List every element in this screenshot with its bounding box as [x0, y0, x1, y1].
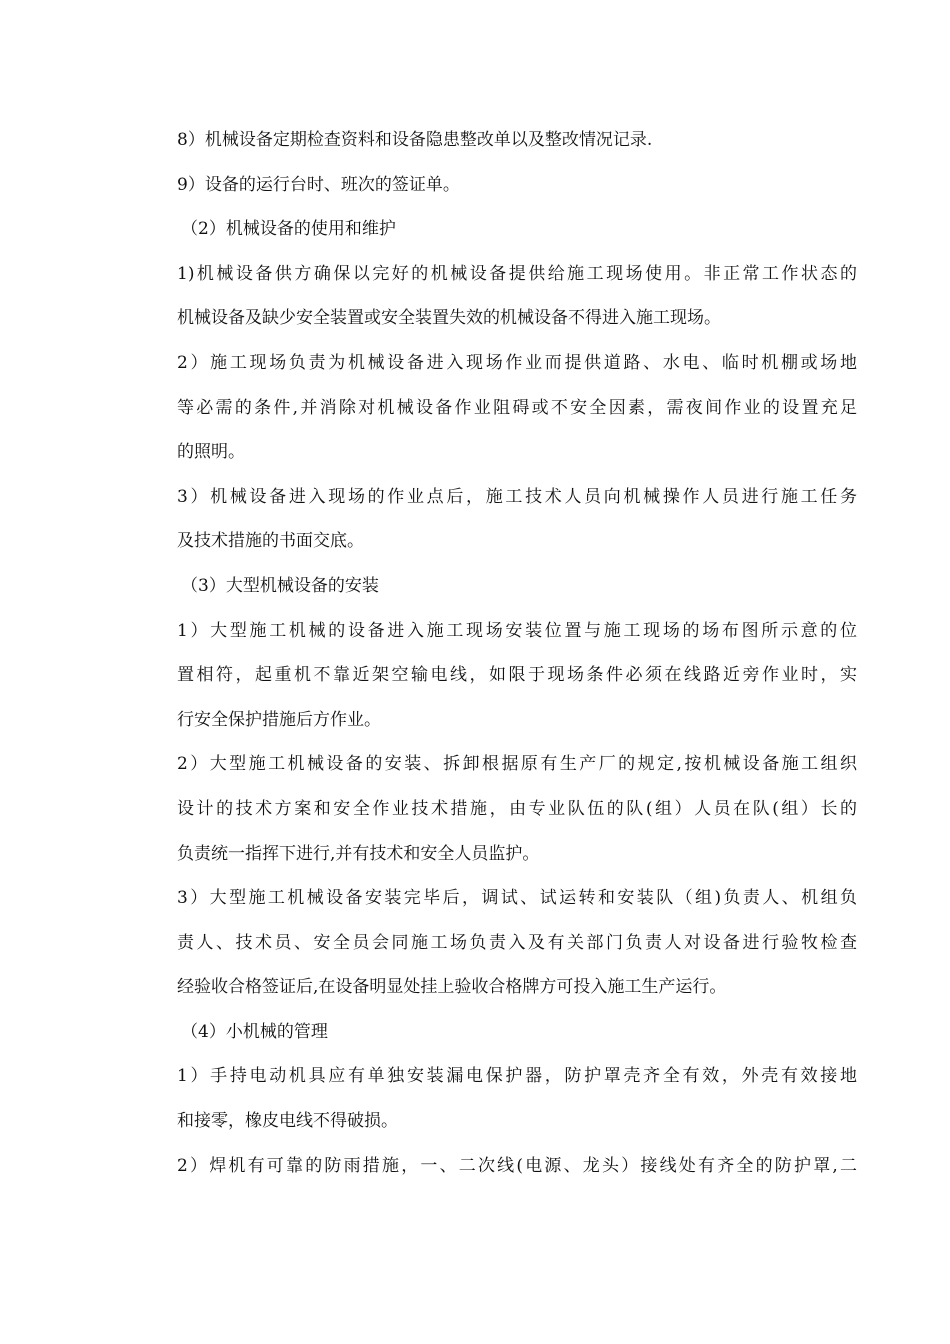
text-line-1: 8）机械设备定期检查资料和设备隐患整改单以及整改情况记录.	[177, 130, 653, 150]
text-line-23: 和接零，橡皮电线不得破损。	[177, 1111, 398, 1132]
text-line-8: 的照明。	[177, 442, 245, 463]
text-line-16: 设计的技术方案和安全作业技术措施，由专业队伍的队(组）人员在队(组）长的	[177, 798, 857, 819]
text-line-15: 2）大型施工机械设备的安装、拆卸根据原有生产厂的规定,按机械设备施工组织	[177, 754, 857, 775]
section-heading-2: （2）机械设备的使用和维护	[181, 219, 396, 240]
text-line-17: 负责统一指挥下进行,并有技术和安全人员监护。	[177, 843, 540, 864]
text-line-4: 1)机械设备供方确保以完好的机械设备提供给施工现场使用。非正常工作状态的	[177, 263, 857, 284]
text-line-19: 责人、技术员、安全员会同施工场负责入及有关部门负责人对设备进行验牧检查	[177, 932, 857, 953]
document-body	[177, 118, 857, 1188]
section-heading-4: （4）小机械的管理	[181, 1021, 328, 1042]
text-line-12: 1）大型施工机械的设备进入施工现场安装位置与施工现场的场布图所示意的位	[177, 620, 857, 641]
text-line-13: 置相符，起重机不靠近架空输电线，如限于现场条件必须在线路近旁作业时，实	[177, 665, 857, 686]
text-line-2: 9）设备的运行台时、班次的签证单。	[177, 174, 460, 195]
text-line-20: 经验收合格签证后,在设备明显处挂上验收合格牌方可投入施工生产运行。	[177, 977, 727, 998]
text-line-10: 及技术措施的书面交底。	[177, 531, 364, 552]
section-heading-3: （3）大型机械设备的安装	[181, 575, 379, 596]
text-line-9: 3）机械设备进入现场的作业点后，施工技术人员向机械操作人员进行施工任务	[177, 486, 857, 507]
text-line-6: 2）施工现场负责为机械设备进入现场作业而提供道路、水电、临时机棚或场地	[177, 352, 857, 373]
text-line-14: 行安全保护措施后方作业。	[177, 709, 381, 730]
text-line-24: 2）焊机有可靠的防雨措施，一、二次线(电源、龙头）接线处有齐全的防护罩,二	[177, 1155, 857, 1176]
text-line-22: 1）手持电动机具应有单独安装漏电保护器，防护罩壳齐全有效，外壳有效接地	[177, 1066, 857, 1087]
text-line-18: 3）大型施工机械设备安装完毕后，调试、试运转和安装队（组)负责人、机组负	[177, 888, 857, 909]
text-line-5: 机械设备及缺少安全装置或安全装置失效的机械设备不得进入施工现场。	[177, 308, 721, 329]
text-line-7: 等必需的条件,并消除对机械设备作业阻碍或不安全因素，需夜间作业的设置充足	[177, 397, 857, 418]
